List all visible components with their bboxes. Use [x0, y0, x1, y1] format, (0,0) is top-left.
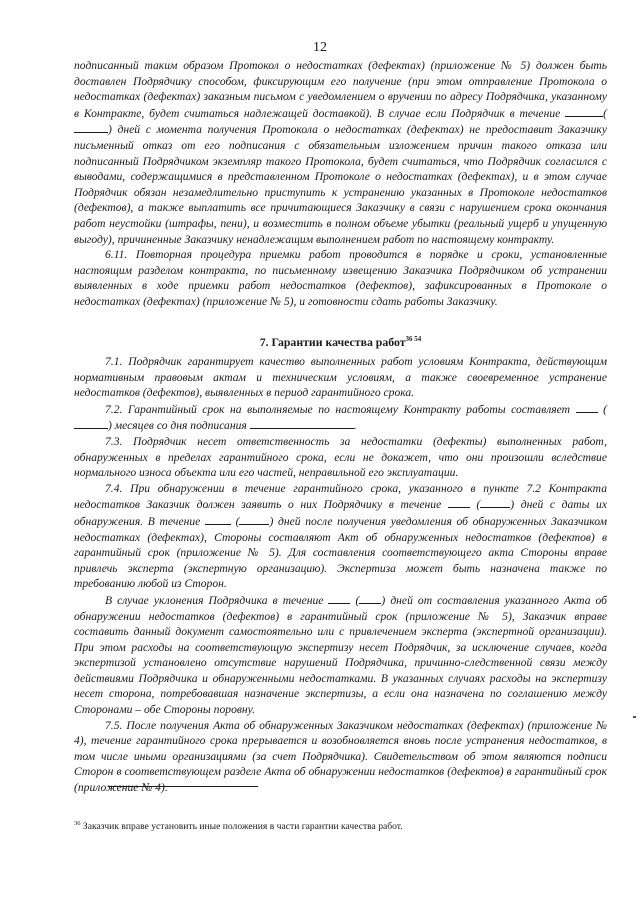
paragraph-7-3: 7.3. Подрядчик несет ответственность за недостатки (дефекты) выполненных работ, обнаруженных в пределах гарантийного срока, если не докажет, что они произошли вследствие нормального износа объекта или его частей, неправильной его эксплуатации. — [74, 434, 607, 480]
document-body — [74, 58, 607, 796]
footnote-separator — [108, 786, 258, 787]
blank-field — [565, 105, 603, 117]
heading-footnote-refs: 36 54 — [405, 334, 422, 343]
footnote-number: 36 — [74, 820, 81, 827]
footnote-text: Заказчик вправе установить иные положения в части гарантии качества работ. — [80, 821, 403, 833]
paragraph-6-11: 6.11. Повторная процедура приемки работ проводится в порядке и сроки, установленные настоящим разделом контракта, по письменному извещению Заказчика Подрядчиком об устранении выявленных в ходе приемки работ недостатков (дефектов), зафиксированных в Протоколе о недостатках (дефектах) (приложение № 5), и готовности сдать работы Заказчику. — [74, 248, 607, 308]
blank-field — [448, 496, 470, 508]
paragraph-7-1: 7.1. Подрядчик гарантирует качество выполненных работ условиям Контракта, действующим нормативным правовым актам и техническим условиям, а также своевременное устранение недостатков (дефектов), выявленных в период гарантийного срока. — [74, 355, 607, 400]
blank-field — [480, 496, 510, 508]
paragraph-7-5: 7.5. После получения Акта об обнаруженных Заказчиком недостатках (дефектах) (приложение № 4), течение гарантийного срока прерывается и возобновляется вновь после устранения недостатков, в том числе иными организациями (за счет Подрядчика). Свидетельством об этом являются подписи Сторон в соответствующем разделе Акта об обнаружении недостатков (дефектов) в гарантийный срок (приложение № 4). — [74, 718, 607, 795]
blank-field — [74, 121, 108, 133]
blank-field — [576, 401, 598, 413]
paragraph-7-4: 7.4. При обнаружении в течение гарантийного срока, указанного в пункте 7.2 Контракта недостатков Заказчик должен заявить о них Подрядчику в течение ( ) дней с даты их обнаружения. В течение ( ) дней после получения уведомления об обнаруженных Заказчиком недостатках (дефектах), Стороны составляют Акт об обнаруженных недостатков (дефектов) в гарантийный срок (приложение № 5). Для составления соответствующего акта Стороны вправе привлечь эксперта (экспертную организацию). Экспертиза может быть назначена также по требованию любой из Сторон. — [74, 481, 608, 591]
paragraph-7-2: 7.2. Гарантийный срок на выполняемые по настоящему Контракту работы составляет () месяцев со дня подписания . — [74, 401, 607, 434]
scan-mark — [633, 716, 636, 718]
paragraph-evasion: В случае уклонения Подрядчика в течение ( ) дней от составления указанного Акта об обнаружении недостатков (дефектов) в гарантийный срок (приложение № 5), Заказчик вправе составить данный документ самостоятельно или с привлечением эксперта (экспертной организации). При этом расходы на соответствующую экспертизу несет Подрядчик, за исключение случаев, когда экспертизой установлено отсутствие нарушений Подрядчика, причинно-следственной связи между действиями Подрядчика и обнаруженными недостатками. В указанных случаях расходы на экспертизу несет сторона, потребовавшая назначение экспертизы, а если она назначена по соглашению между Сторонами – обе Стороны поровну. — [74, 593, 608, 717]
paragraph-acceptance-protocol: подписанный таким образом Протокол о недостатках (дефектах) (приложение № 5) должен быть доставлен Подрядчику способом, фиксирующим его получение (при этом отправление Протокола о недостатках (дефектах) заказным письмом с уведомлением о вручении по адресу Подрядчика, указанному в Контракте, будет считаться надлежащей доставкой). В случае если Подрядчик в течение () дней с момента получения Протокола о недостатках (дефектах) не предоставит Заказчику письменный отказ от его подписания с обязательным изложением причин такого отказа или подписанный Подрядчиком экземпляр такого Протокола, будет считаться, что Подрядчик согласился с выводами, содержащимися в представленном Протоколе о недостатках (дефектах), и в этом случае Подрядчик обязан незамедлительно приступить к устранению указанных в Протоколе недостатков (дефектов), а также выплатить все причитающиеся Заказчику в связи с нарушением срока окончания работ неустойки (штрафы, пени), и возместить в полном объеме убытки (реальный ущерб и упущенную выгоду), причиненные Заказчику ненадлежащим выполнением работ по настоящему контракту. — [74, 59, 607, 246]
blank-field — [250, 417, 354, 429]
blank-field — [328, 592, 350, 604]
blank-field — [74, 417, 108, 429]
footnote — [74, 820, 607, 832]
blank-field — [359, 592, 381, 604]
section-heading: 7. Гарантии качества работ$^{36 54}$ — [259, 334, 422, 349]
blank-field — [239, 513, 269, 525]
blank-field — [205, 513, 231, 525]
page-number: 12 — [313, 40, 327, 55]
